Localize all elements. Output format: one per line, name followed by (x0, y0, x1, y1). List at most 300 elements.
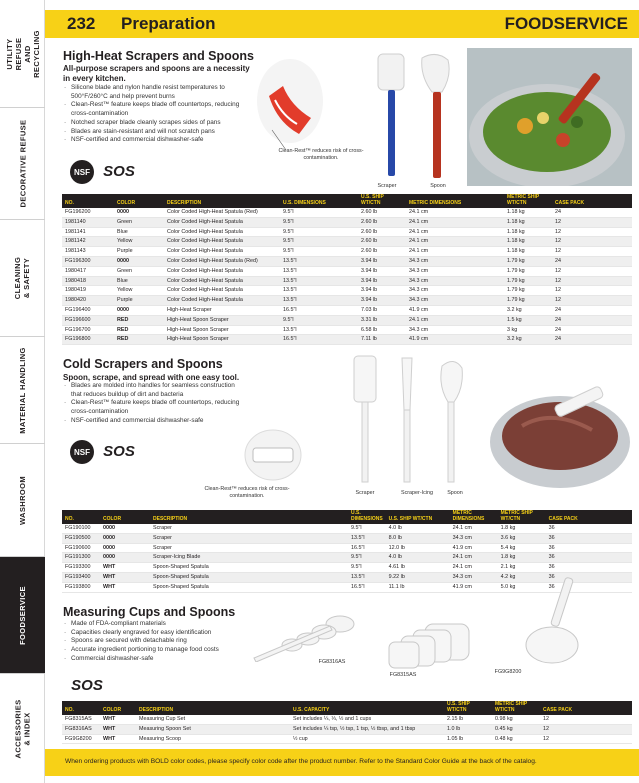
table-cell: 1.18 kg (504, 247, 552, 257)
table-header-row (62, 194, 632, 208)
feature-item: · Capacities clearly engraved for easy identification (63, 629, 253, 638)
feature-item: · Notched scraper blade cleanly scrapes sides of pans (63, 119, 253, 128)
col-header: U.S. SHIP WT/CTN (358, 194, 406, 208)
table-cell: FG196300 (62, 256, 114, 266)
table-cell: 24 (552, 256, 632, 266)
table-row (62, 217, 632, 227)
feature-list-measuring (63, 620, 253, 664)
table-cell: 12.0 lb (386, 543, 450, 553)
table-cell: Set includes ¼, ⅓, ½ and 1 cups (290, 715, 444, 724)
table-cell: 9.5"l (280, 247, 358, 257)
table-cell: Green (114, 217, 164, 227)
product-caption-fg8315as: FG8315AS (389, 672, 417, 678)
table-cell: WHT (100, 563, 150, 573)
table-row (62, 524, 632, 533)
table-cell: Scraper (150, 524, 348, 533)
table-cell: 1.8 kg (498, 553, 546, 563)
table-cell: 24.1 cm (406, 315, 504, 325)
table-cell: ½ cup (290, 734, 444, 744)
table-cell: 16.5"l (348, 543, 386, 553)
table-cell: High-Heat Spoon Scraper (164, 335, 280, 345)
table-cell: 34.3 cm (406, 286, 504, 296)
table-cell: Color Coded High-Heat Spatula (164, 266, 280, 276)
sidebar-tab-label: DECORATIVE REFUSE (18, 119, 28, 208)
table-cell: FG190600 (62, 543, 100, 553)
table-header-row (62, 701, 632, 715)
table-cell: 1.79 kg (504, 276, 552, 286)
high-heat-table-body (62, 208, 632, 345)
table-cell: 1.79 kg (504, 266, 552, 276)
table-cell: 1.0 lb (444, 724, 492, 734)
table-cell: 24.1 cm (450, 553, 498, 563)
table-cell: FG9G8200 (62, 734, 100, 744)
table-cell: WHT (100, 734, 136, 744)
table-cell: 24.1 cm (406, 227, 504, 237)
table-cell: 12 (552, 237, 632, 247)
table-cell: 0000 (100, 543, 150, 553)
col-header: NO. (62, 701, 100, 715)
table-cell: Blue (114, 227, 164, 237)
table-cell: 36 (546, 563, 632, 573)
col-header: DESCRIPTION (136, 701, 290, 715)
table-row (62, 296, 632, 306)
table-cell: Color Coded High-Heat Spatula (164, 286, 280, 296)
table-cell: 24 (552, 325, 632, 335)
nsf-certified-icon: NSF (70, 160, 94, 184)
table-cell: 13.5"l (280, 276, 358, 286)
table-cell: 9.5"l (348, 563, 386, 573)
table-cell: 36 (546, 582, 632, 592)
table-cell: FG196800 (62, 335, 114, 345)
table-cell: Measuring Scoop (136, 734, 290, 744)
table-cell: 34.3 cm (406, 266, 504, 276)
clean-rest-closeup-image (255, 56, 325, 151)
section-subtitle-cold: Spoon, scrape, and spread with one easy tool. (63, 373, 240, 382)
page-header (45, 10, 639, 38)
category-sidebar (0, 0, 45, 783)
table-cell: 1981140 (62, 217, 114, 227)
product-caption-scraper: Scraper (377, 183, 397, 189)
table-cell: 3.31 lb (358, 315, 406, 325)
table-cell: 41.9 cm (406, 335, 504, 345)
table-cell: 1981143 (62, 247, 114, 257)
feature-item: · NSF-certified and commercial dishwasher-safe (63, 417, 245, 426)
vegetable-bowl-photo (467, 48, 632, 186)
table-cell: 12 (552, 217, 632, 227)
col-header: CASE PACK (552, 194, 632, 208)
table-cell: 16.5"l (280, 335, 358, 345)
table-cell: 36 (546, 543, 632, 553)
table-cell: 1.18 kg (504, 217, 552, 227)
table-cell: 13.5"l (280, 286, 358, 296)
table-cell: 1.05 lb (444, 734, 492, 744)
table-cell: Color Coded High-Heat Spatula (Red) (164, 256, 280, 266)
feature-item: · Commercial dishwasher-safe (63, 655, 253, 664)
table-cell: 24 (552, 208, 632, 217)
product-caption-fg8316as: FG8316AS (318, 659, 346, 665)
table-cell: Color Coded High-Heat Spatula (164, 217, 280, 227)
feature-item: · Made of FDA-compliant materials (63, 620, 253, 629)
table-cell: 34.3 cm (406, 325, 504, 335)
table-cell: 0000 (114, 208, 164, 217)
table-cell: Color Coded High-Heat Spatula (164, 296, 280, 306)
table-cell: 9.5"l (280, 227, 358, 237)
sos-logo-icon: SOS (103, 442, 135, 460)
section-title-high-heat: High-Heat Scrapers and Spoons (63, 49, 255, 63)
col-header: CASE PACK (546, 510, 632, 524)
table-cell: 9.22 lb (386, 572, 450, 582)
ordering-note: When ordering products with BOLD color codes, please specify color code after the product number. Refer to the Standard Color Guide at the back of the catalog. (45, 749, 639, 776)
table-cell: RED (114, 335, 164, 345)
col-header: U.S. DIMENSIONS (280, 194, 358, 208)
table-cell: Spoon-Shaped Spatula (150, 572, 348, 582)
table-cell: 12 (552, 296, 632, 306)
col-header: U.S. CAPACITY (290, 701, 444, 715)
table-cell: 1.18 kg (504, 237, 552, 247)
sidebar-tab-cleaning-safety[interactable] (0, 220, 45, 337)
table-cell: 11.1 lb (386, 582, 450, 592)
col-header: METRIC DIMENSIONS (406, 194, 504, 208)
sidebar-tab-label: CLEANING & SAFETY (13, 256, 32, 300)
table-cell: Scraper (150, 533, 348, 543)
feature-item: · Clean-Rest™ feature keeps blade off countertops, reducing cross-contamination (63, 101, 253, 118)
table-row (62, 256, 632, 266)
table-cell: 12 (552, 247, 632, 257)
table-cell: 34.3 cm (406, 296, 504, 306)
col-header: DESCRIPTION (150, 510, 348, 524)
table-cell: 9.5"l (280, 217, 358, 227)
table-cell: 36 (546, 572, 632, 582)
table-cell: FG196600 (62, 315, 114, 325)
table-cell: 2.60 lb (358, 227, 406, 237)
table-cell: WHT (100, 724, 136, 734)
table-row (62, 724, 632, 734)
col-header: DESCRIPTION (164, 194, 280, 208)
table-cell: Scraper (150, 543, 348, 553)
feature-list-high-heat (63, 84, 253, 145)
table-cell: Spoon-Shaped Spatula (150, 582, 348, 592)
table-row (62, 315, 632, 325)
table-cell: 24.1 cm (406, 208, 504, 217)
table-cell: 1980420 (62, 296, 114, 306)
table-cell: 2.60 lb (358, 217, 406, 227)
table-cell: 12 (552, 266, 632, 276)
table-cell: 9.5"l (280, 237, 358, 247)
high-heat-spec-table (62, 194, 632, 345)
table-cell: RED (114, 315, 164, 325)
table-cell: 12 (552, 276, 632, 286)
sidebar-tab-label: FOODSERVICE (18, 585, 28, 645)
table-cell: FG190100 (62, 524, 100, 533)
table-row (62, 715, 632, 724)
measuring-cups-image (385, 620, 475, 672)
col-header: U.S. SHIP WT/CTN (386, 510, 450, 524)
col-header: COLOR (100, 701, 136, 715)
table-cell: 1.8 kg (498, 524, 546, 533)
table-cell: 1.5 kg (504, 315, 552, 325)
table-cell: 0.48 kg (492, 734, 540, 744)
sidebar-tab-decorative-refuse[interactable] (0, 108, 45, 220)
table-cell: 24.1 cm (406, 237, 504, 247)
product-caption-scraper: Scraper (355, 490, 375, 496)
sidebar-tab-foodservice[interactable] (0, 557, 45, 674)
table-cell: 0.98 kg (492, 715, 540, 724)
table-row (62, 543, 632, 553)
table-cell: High-Heat Scraper (164, 305, 280, 315)
table-cell: 13.5"l (280, 325, 358, 335)
table-cell: 3.94 lb (358, 276, 406, 286)
table-cell: 1.18 kg (504, 227, 552, 237)
table-cell: 13.5"l (280, 296, 358, 306)
feature-list-cold (63, 382, 245, 426)
table-cell: Green (114, 266, 164, 276)
table-cell: High-Heat Spoon Scraper (164, 315, 280, 325)
table-cell: RED (114, 325, 164, 335)
page-number: 232 (67, 14, 96, 33)
table-cell: 6.58 lb (358, 325, 406, 335)
table-cell: 1.79 kg (504, 256, 552, 266)
col-header: NO. (62, 510, 100, 524)
table-cell: 7.03 lb (358, 305, 406, 315)
table-row (62, 325, 632, 335)
table-cell: 13.5"l (348, 572, 386, 582)
cold-scrapers-image (350, 354, 470, 489)
sidebar-tab-label: WASHROOM (18, 475, 27, 525)
table-cell: 34.3 cm (450, 533, 498, 543)
table-cell: FG190500 (62, 533, 100, 543)
table-cell: Set includes ¼ tsp, ½ tsp, 1 tsp, ½ tbsp, and 1 tbsp (290, 724, 444, 734)
col-header: METRIC DIMENSIONS (450, 510, 498, 524)
high-heat-scraper-spoon-image (370, 52, 460, 182)
feature-item: · Spoons are secured with detachable ring (63, 637, 253, 646)
table-cell: Color Coded High-Heat Spatula (164, 227, 280, 237)
table-cell: 24 (552, 335, 632, 345)
table-cell: 16.5"l (348, 582, 386, 592)
table-cell: 24 (552, 305, 632, 315)
table-cell: 3.6 kg (498, 533, 546, 543)
table-cell: 1980419 (62, 286, 114, 296)
table-row (62, 237, 632, 247)
table-cell: High-Heat Spoon Scraper (164, 325, 280, 335)
table-cell: 24 (552, 315, 632, 325)
table-cell: FG191300 (62, 553, 100, 563)
table-cell: FG196200 (62, 208, 114, 217)
col-header: CASE PACK (540, 701, 632, 715)
chocolate-batter-bowl-photo (482, 356, 632, 492)
section-title-measuring: Measuring Cups and Spoons (63, 605, 236, 619)
table-cell: FG196700 (62, 325, 114, 335)
table-cell: 12 (540, 734, 632, 744)
table-cell: 24.1 cm (450, 524, 498, 533)
table-cell: Color Coded High-Heat Spatula (164, 276, 280, 286)
table-cell: 0000 (100, 533, 150, 543)
table-cell: 0000 (100, 553, 150, 563)
table-cell: 4.2 kg (498, 572, 546, 582)
feature-item: · Blades are stain-resistant and will not scratch pans (63, 128, 253, 137)
table-cell: 24.1 cm (406, 217, 504, 227)
table-cell: 3.94 lb (358, 296, 406, 306)
table-cell: 41.9 cm (450, 582, 498, 592)
table-cell: 7.11 lb (358, 335, 406, 345)
table-cell: 0000 (114, 256, 164, 266)
table-row (62, 563, 632, 573)
feature-item: · Clean-Rest™ feature keeps blade off countertops, reducing cross-contamination (63, 399, 245, 416)
table-cell: 36 (546, 533, 632, 543)
sidebar-tab-label: MATERIAL HANDLING (18, 346, 27, 434)
feature-item: · Accurate ingredient portioning to manage food costs (63, 646, 253, 655)
cold-clean-rest-closeup-image (243, 428, 303, 483)
table-cell: 0000 (100, 524, 150, 533)
table-cell: 36 (546, 524, 632, 533)
table-cell: 1980417 (62, 266, 114, 276)
table-cell: 8.0 lb (386, 533, 450, 543)
table-cell: 4.0 lb (386, 524, 450, 533)
table-row (62, 305, 632, 315)
table-cell: Spoon-Shaped Spatula (150, 563, 348, 573)
table-cell: 3.2 kg (504, 305, 552, 315)
measuring-table-body (62, 715, 632, 744)
col-header: COLOR (114, 194, 164, 208)
section-subtitle-high-heat: All-purpose scrapers and spoons are a necessity in every kitchen. (63, 64, 250, 83)
table-cell: 9.5"l (348, 524, 386, 533)
table-cell: 2.60 lb (358, 237, 406, 247)
table-cell: WHT (100, 572, 150, 582)
col-header: METRIC SHIP WT/CTN (504, 194, 552, 208)
table-cell: Color Coded High-Heat Spatula (164, 237, 280, 247)
table-row (62, 208, 632, 217)
table-row (62, 286, 632, 296)
table-cell: 3.94 lb (358, 256, 406, 266)
table-cell: 4.0 lb (386, 553, 450, 563)
table-cell: 13.5"l (280, 266, 358, 276)
table-cell: 16.5"l (280, 305, 358, 315)
section-title-cold: Cold Scrapers and Spoons (63, 357, 223, 371)
table-cell: 13.5"l (280, 256, 358, 266)
col-header: METRIC SHIP WT/CTN (492, 701, 540, 715)
table-row (62, 227, 632, 237)
sidebar-tab-washroom[interactable] (0, 444, 45, 557)
nsf-certified-icon: NSF (70, 440, 94, 464)
table-row (62, 553, 632, 563)
table-cell: 1981142 (62, 237, 114, 247)
table-cell: FG193300 (62, 563, 100, 573)
table-cell: Yellow (114, 237, 164, 247)
table-cell: Purple (114, 296, 164, 306)
table-cell: 2.15 lb (444, 715, 492, 724)
table-cell: 36 (546, 553, 632, 563)
table-cell: 34.3 cm (406, 256, 504, 266)
table-cell: 3.94 lb (358, 286, 406, 296)
table-cell: 13.5"l (348, 533, 386, 543)
table-cell: 24.1 cm (450, 563, 498, 573)
sidebar-tab-utility-refuse[interactable] (0, 0, 45, 108)
col-header: U.S. DIMENSIONS (348, 510, 386, 524)
table-row (62, 247, 632, 257)
table-row (62, 734, 632, 744)
table-cell: 0000 (114, 305, 164, 315)
table-cell: 1981141 (62, 227, 114, 237)
table-cell: Color Coded High-Heat Spatula (Red) (164, 208, 280, 217)
table-cell: Color Coded High-Heat Spatula (164, 247, 280, 257)
table-cell: 1.79 kg (504, 286, 552, 296)
table-cell: Blue (114, 276, 164, 286)
sidebar-tab-material-handling[interactable] (0, 337, 45, 444)
table-cell: 41.9 cm (406, 305, 504, 315)
table-cell: 3 kg (504, 325, 552, 335)
table-cell: 3.2 kg (504, 335, 552, 345)
sidebar-tab-label: ACCESSORIES & INDEX (13, 699, 32, 758)
measuring-scoop-image (520, 575, 600, 670)
product-caption-scraper-icing: Scraper-Icing (400, 490, 434, 496)
table-cell: 1.79 kg (504, 296, 552, 306)
table-header-row (62, 510, 632, 524)
table-cell: Yellow (114, 286, 164, 296)
table-cell: Scraper-Icing Blade (150, 553, 348, 563)
table-cell: 0.45 kg (492, 724, 540, 734)
table-cell: 2.60 lb (358, 247, 406, 257)
sos-logo-icon: SOS (71, 676, 103, 694)
table-cell: WHT (100, 582, 150, 592)
table-cell: 12 (552, 286, 632, 296)
table-cell: FG193400 (62, 572, 100, 582)
table-cell: WHT (100, 715, 136, 724)
table-cell: 3.94 lb (358, 266, 406, 276)
table-cell: Measuring Cup Set (136, 715, 290, 724)
table-cell: FG8316AS (62, 724, 100, 734)
col-header: U.S. SHIP WT/CTN (444, 701, 492, 715)
table-row (62, 266, 632, 276)
feature-item: · Silicone blade and nylon handle resist temperatures to 500°F/260°C and help prevent burns (63, 84, 253, 101)
table-cell: 1.18 kg (504, 208, 552, 217)
cold-clean-rest-callout: Clean-Rest™ reduces risk of cross-contamination. (204, 486, 290, 499)
table-cell: 9.5"l (348, 553, 386, 563)
chapter-title: Preparation (121, 14, 216, 33)
col-header: COLOR (100, 510, 150, 524)
table-row (62, 533, 632, 543)
table-cell: FG193800 (62, 582, 100, 592)
sidebar-tab-accessories-index[interactable] (0, 674, 45, 783)
table-cell: 2.1 kg (498, 563, 546, 573)
col-header: NO. (62, 194, 114, 208)
table-cell: 9.5"l (280, 315, 358, 325)
product-caption-fg9g8200: FG9G8200 (494, 669, 522, 675)
table-cell: 5.4 kg (498, 543, 546, 553)
col-header: METRIC SHIP WT/CTN (498, 510, 546, 524)
feature-item: · NSF-certified and commercial dishwasher-safe (63, 136, 253, 145)
sidebar-tab-label: UTILITY REFUSE AND RECYCLING (4, 29, 41, 78)
table-cell: 12 (540, 715, 632, 724)
table-cell: 2.60 lb (358, 208, 406, 217)
table-cell: 12 (540, 724, 632, 734)
measuring-spoons-image (250, 612, 360, 662)
table-cell: 41.9 cm (450, 543, 498, 553)
measuring-spec-table (62, 701, 632, 744)
table-cell: FG8315AS (62, 715, 100, 724)
product-caption-spoon: Spoon (430, 183, 446, 189)
sos-logo-icon: SOS (103, 162, 135, 180)
table-cell: 5.0 kg (498, 582, 546, 592)
table-row (62, 335, 632, 345)
table-cell: FG196400 (62, 305, 114, 315)
table-row (62, 276, 632, 286)
table-cell: 4.61 lb (386, 563, 450, 573)
feature-item: · Blades are molded into handles for seamless construction that reduces buildup of dirt and bacteria (63, 382, 245, 399)
table-cell: 34.3 cm (406, 276, 504, 286)
table-cell: 34.3 cm (450, 572, 498, 582)
table-cell: Measuring Spoon Set (136, 724, 290, 734)
product-caption-spoon: Spoon (447, 490, 463, 496)
table-cell: 1980418 (62, 276, 114, 286)
